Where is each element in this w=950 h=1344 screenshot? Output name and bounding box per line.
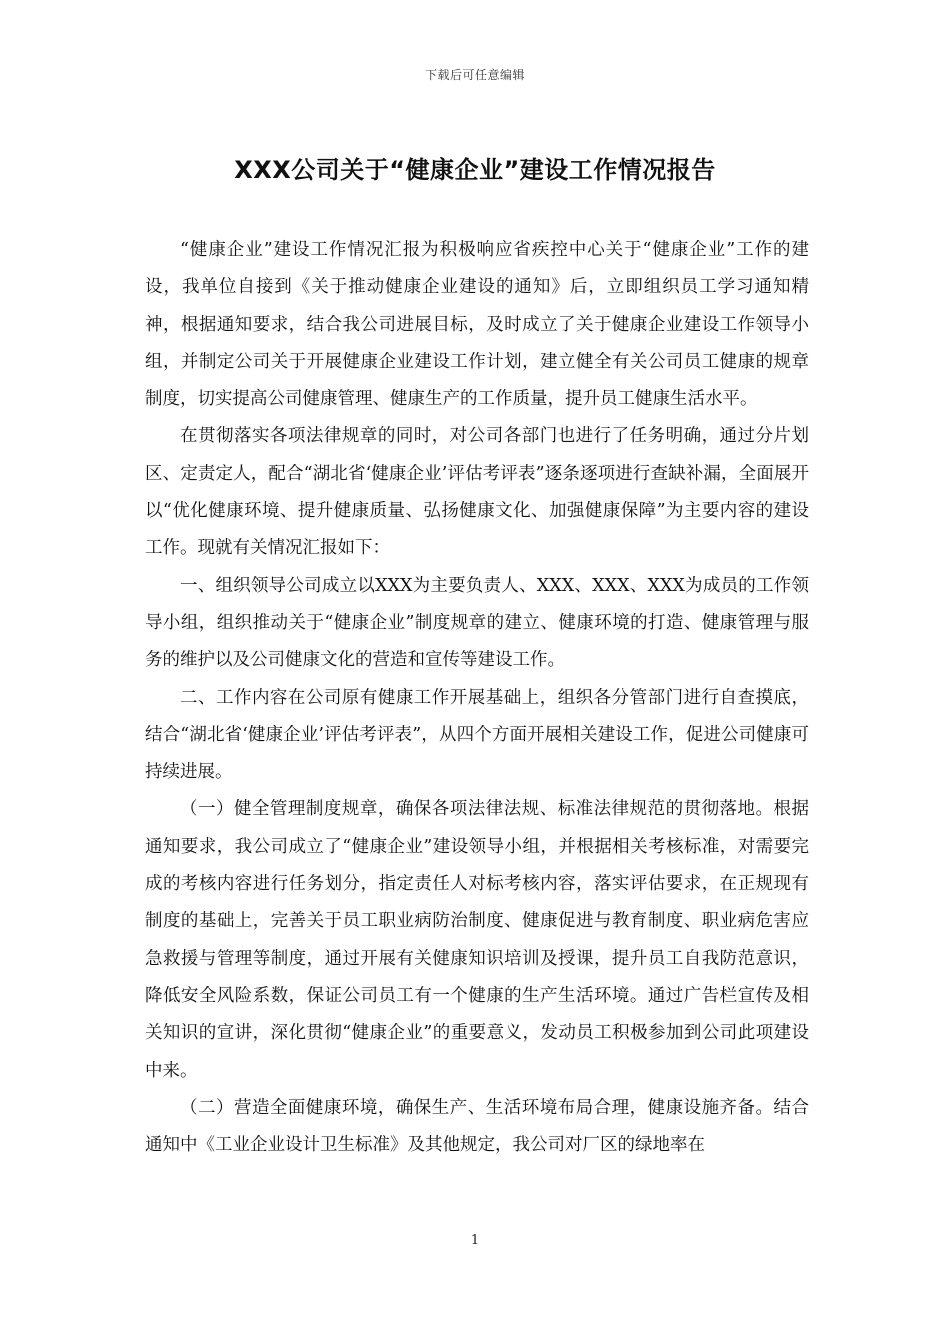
- body-paragraph: （一）健全管理制度规章，确保各项法律法规、标准法律规范的贯彻落地。根据通知要求，我公司成立了“健康企业”建设领导小组，并根据相关考核标准，对需要完成的考核内容进行任务划分，指定责任人对标考核内容，落实评估要求，在正规现有制度的基础上，完善关于员工职业病防治制度、健康促进与教育制度、职业病危害应急救援与管理等制度，通过开展有关健康知识培训及授课，提升员工自我防范意识，降低安全风险系数，保证公司员工有一个健康的生产生活环境。通过广告栏宣传及相关知识的宣讲，深化贯彻“健康企业”的重要意义，发动员工积极参加到公司此项建设中来。: [145, 799, 809, 1081]
- body-paragraph: “健康企业”建设工作情况汇报为积极响应省疾控中心关于“健康企业”工作的建设，我单位自接到《关于推动健康企业建设的通知》后，立即组织员工学习通知精神，根据通知要求，结合我公司进展目标，及时成立了关于健康企业建设工作领导小组，并制定公司关于开展健康企业建设工作计划，建立健全有关公司员工健康的规章制度，切实提高公司健康管理、健康生产的工作质量，提升员工健康生活水平。: [145, 240, 809, 410]
- body-paragraph: 一、组织领导公司成立以XXX为主要负责人、XXX、XXX、XXX为成员的工作领导小组，组织推动关于“健康企业”制度规章的建立、健康环境的打造、健康管理与服务的维护以及公司健康文化的营造和宣传等建设工作。: [145, 575, 809, 671]
- body-paragraph: 二、工作内容在公司原有健康工作开展基础上，组织各分管部门进行自查摸底，结合“湖北省‘健康企业’评估考评表”，从四个方面开展相关建设工作，促进公司健康可持续进展。: [145, 687, 809, 783]
- document-body: [145, 232, 809, 1164]
- body-paragraph: （二）营造全面健康环境，确保生产、生活环境布局合理，健康设施齐备。结合通知中《工业企业设计卫生标准》及其他规定，我公司对厂区的绿地率在: [145, 1097, 809, 1156]
- header-note: 下载后可任意编辑: [424, 68, 525, 82]
- body-paragraph: 在贯彻落实各项法律规章的同时，对公司各部门也进行了任务明确，通过分片划区、定责定人，配合“湖北省‘健康企业’评估考评表”逐条逐项进行查缺补漏，全面展开以“优化健康环境、提升健康质量、弘扬健康文化、加强健康保障”为主要内容的建设工作。现就有关情况汇报如下：: [145, 426, 809, 559]
- page-number: 1: [470, 1233, 480, 1248]
- document-title: XXX公司关于“健康企业”建设工作情况报告: [234, 156, 716, 184]
